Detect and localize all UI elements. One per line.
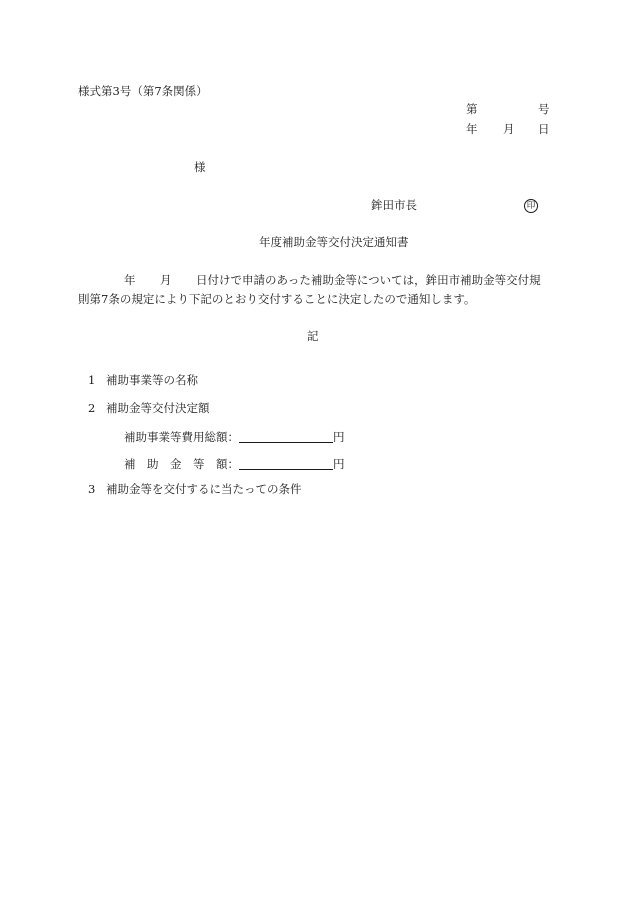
issuer-name: 鉾田市長 <box>371 198 417 212</box>
item-2-label: 補助金等交付決定額 <box>106 401 210 415</box>
item-1-number: 1 <box>88 373 96 387</box>
item-3-label: 補助金等を交付するに当たっての条件 <box>106 482 302 496</box>
date-month: 月 <box>503 122 515 136</box>
item-1-label: 補助事業等の名称 <box>106 373 198 387</box>
seal-mark <box>524 199 538 213</box>
document-number-suffix: 号 <box>538 102 550 116</box>
form-number: 様式第3号（第7条関係） <box>78 84 208 98</box>
body-date-year: 年 <box>124 273 136 287</box>
subsidy-blank <box>239 468 333 470</box>
body-text-line-2: 則第7条の規定により下記のとおり交付することに決定したので通知します。 <box>78 292 476 306</box>
document-number-prefix: 第 <box>466 102 478 116</box>
body-text-line-1: 日付けで申請のあった補助金等については，鉾田市補助金等交付規 <box>196 273 541 287</box>
seal-icon: 印 <box>524 199 538 213</box>
item-3-number: 3 <box>88 482 96 496</box>
ki-heading: 記 <box>307 329 319 343</box>
document-title: 年度補助金等交付決定通知書 <box>259 235 409 249</box>
addressee-suffix: 様 <box>194 160 206 174</box>
subsidy-unit: 円 <box>333 457 345 471</box>
date-year: 年 <box>466 122 478 136</box>
cost-total-label: 補助事業等費用総額： <box>124 430 239 444</box>
cost-total-unit: 円 <box>333 430 345 444</box>
date-day: 日 <box>538 122 550 136</box>
item-2-number: 2 <box>88 401 96 415</box>
subsidy-label: 補 助 金 等 額： <box>124 457 239 471</box>
subsidy-row <box>124 459 345 471</box>
cost-total-blank <box>239 441 333 443</box>
body-date-month: 月 <box>160 273 172 287</box>
cost-total-row <box>124 432 345 444</box>
